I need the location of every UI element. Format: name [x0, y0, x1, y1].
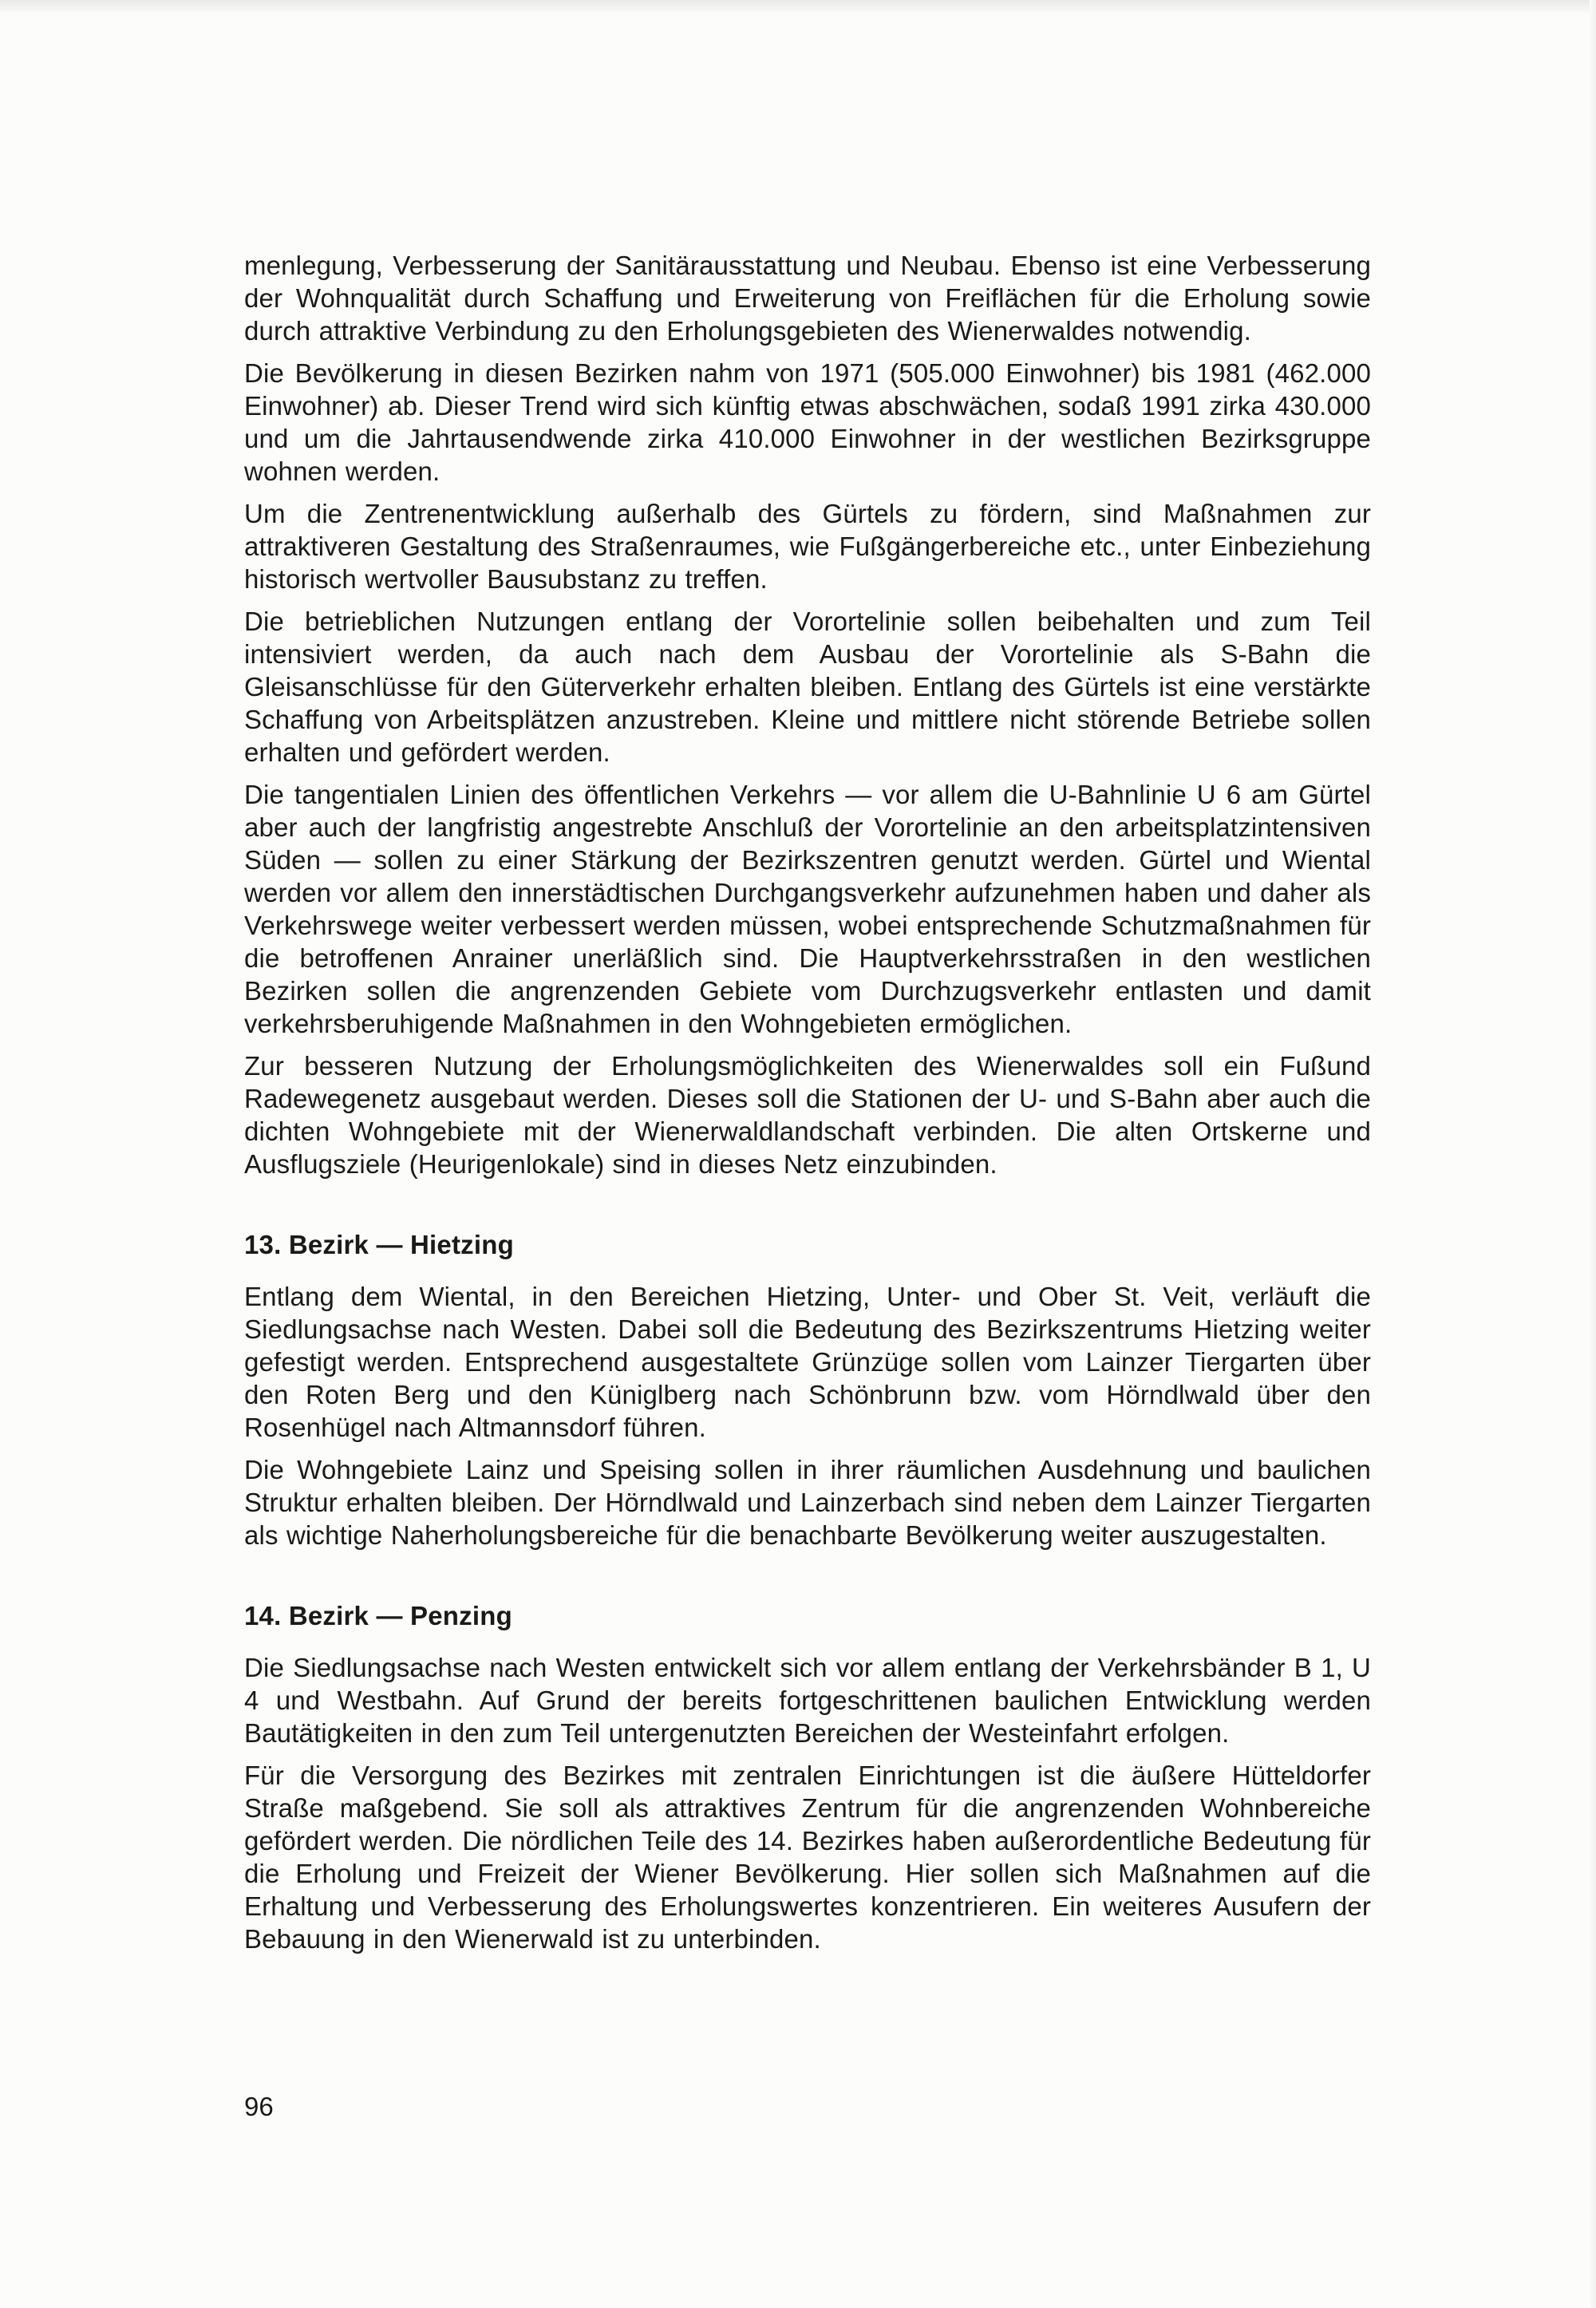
section-penzing	[244, 1599, 1371, 1955]
paragraph: Für die Versorgung des Bezirkes mit zentralen Einrichtungen ist die äußere Hütteldorfer Straße maßgebend. Sie soll als attraktives Zentrum für die angrenzenden Wohnbereiche gefördert werden. Die nördlichen Teile des 14. Bezirkes haben außerordentliche Bedeutung für die Erholung und Freizeit der Wiener Bevölkerung. Hier sollen sich Maßnahmen auf die Erhaltung und Verbesserung des Erholungswertes konzentrieren. Ein weiteres Ausufern der Bebauung in den Wienerwald ist zu unterbinden.	[244, 1761, 1371, 1954]
scan-edge-right	[1590, 0, 1596, 2308]
paragraph: Die Wohngebiete Lainz und Speising sollen in ihrer räumlichen Ausdehnung und baulichen Struktur erhalten bleiben. Der Hörndlwald und Lainzerbach sind neben dem Lainzer Tiergarten als wichtige Naherholungsbereiche für die benachbarte Bevölkerung weiter auszugestalten.	[244, 1455, 1371, 1550]
scan-edge-top	[0, 0, 1596, 14]
section-heading: 14. Bezirk — Penzing	[244, 1601, 512, 1630]
paragraph: Zur besseren Nutzung der Erholungsmöglichkeiten des Wienerwaldes soll ein Fußund Radewegenetz ausgebaut werden. Dieses soll die Stationen der U- und S-Bahn aber auch die dichten Wohngebiete mit der Wienerwaldlandschaft verbinden. Die alten Ortskerne und Ausflugsziele (Heurigenlokale) sind in dieses Netz einzubinden.	[244, 1051, 1371, 1179]
paragraph: Die Bevölkerung in diesen Bezirken nahm von 1971 (505.000 Einwohner) bis 1981 (462.000 Einwohner) ab. Dieser Trend wird sich künftig etwas abschwächen, sodaß 1991 zirka 430.000 und um die Jahrtausendwende zirka 410.000 Einwohner in der westlichen Bezirksgruppe wohnen werden.	[244, 358, 1371, 486]
paragraph: Die betrieblichen Nutzungen entlang der Vorortelinie sollen beibehalten und zum Teil intensiviert werden, da auch nach dem Ausbau der Vorortelinie als S-Bahn die Gleisanschlüsse für den Güterverkehr erhalten bleiben. Entlang des Gürtels ist eine verstärkte Schaffung von Arbeitsplätzen anzustreben. Kleine und mittlere nicht störende Betriebe sollen erhalten und gefördert werden.	[244, 607, 1371, 767]
intro-section	[244, 249, 1371, 1180]
paragraph: menlegung, Verbesserung der Sanitärausstattung und Neubau. Ebenso ist eine Verbesserung der Wohnqualität durch Schaffung und Erweiterung von Freiflächen für die Erholung sowie durch attraktive Verbindung zu den Erholungsgebieten des Wienerwaldes notwendig.	[244, 251, 1371, 346]
page-content	[244, 249, 1371, 1965]
section-heading: 13. Bezirk — Hietzing	[244, 1230, 514, 1259]
section-hietzing	[244, 1228, 1371, 1551]
paragraph: Um die Zentrenentwicklung außerhalb des Gürtels zu fördern, sind Maßnahmen zur attraktiveren Gestaltung des Straßenraumes, wie Fußgängerbereiche etc., unter Einbeziehung historisch wertvoller Bausubstanz zu treffen.	[244, 499, 1371, 594]
paragraph: Die tangentialen Linien des öffentlichen Verkehrs — vor allem die U-Bahnlinie U 6 am Gürtel aber auch der langfristig angestrebte Anschluß der Vorortelinie an den arbeitsplatzintensiven Süden — sollen zu einer Stärkung der Bezirkszentren genutzt werden. Gürtel und Wiental werden vor allem den innerstädtischen Durchgangsverkehr aufzunehmen haben und daher als Verkehrswege weiter verbessert werden müssen, wobei entsprechende Schutzmaßnahmen für die betroffenen Anrainer unerläßlich sind. Die Hauptverkehrsstraßen in den westlichen Bezirken sollen die angrenzenden Gebiete vom Durchzugsverkehr entlasten und damit verkehrsberuhigende Maßnahmen in den Wohngebieten ermöglichen.	[244, 780, 1371, 1038]
page-number: 96	[244, 2092, 274, 2121]
paragraph: Entlang dem Wiental, in den Bereichen Hietzing, Unter- und Ober St. Veit, verläuft die Siedlungsachse nach Westen. Dabei soll die Bedeutung des Bezirkszentrums Hietzing weiter gefestigt werden. Entsprechend ausgestaltete Grünzüge sollen vom Lainzer Tiergarten über den Roten Berg und den Küniglberg nach Schönbrunn bzw. vom Hörndlwald über den Rosenhügel nach Altmannsdorf führen.	[244, 1282, 1371, 1442]
paragraph: Die Siedlungsachse nach Westen entwickelt sich vor allem entlang der Verkehrsbänder B 1, U 4 und Westbahn. Auf Grund der bereits fortgeschrittenen baulichen Entwicklung werden Bautätigkeiten in den zum Teil untergenutzten Bereichen der Westeinfahrt erfolgen.	[244, 1653, 1371, 1748]
